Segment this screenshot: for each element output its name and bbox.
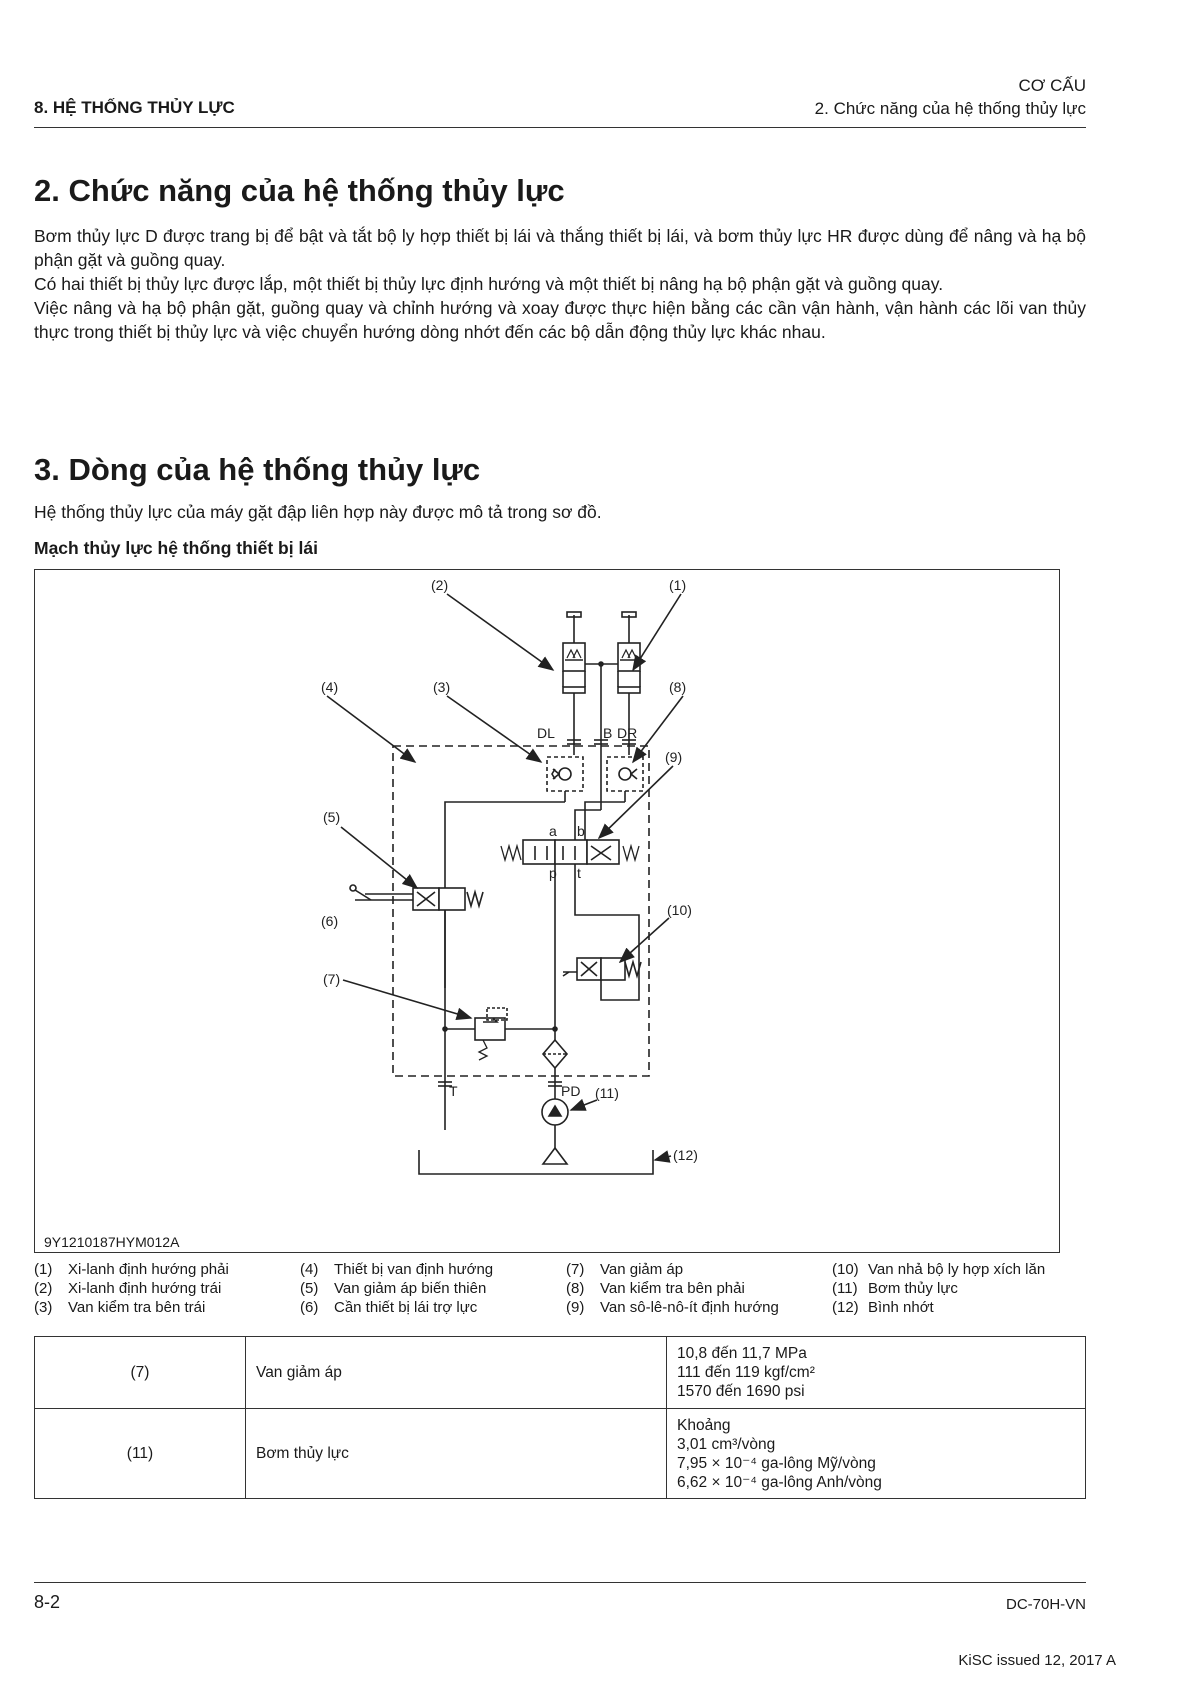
table-cell-ref: (11) [35,1409,246,1499]
callout-label: (4) [321,679,339,695]
legend-item: (7) Van giảm áp [566,1261,684,1278]
callout-label: (7) [323,971,341,987]
paragraph: Có hai thiết bị thủy lực được lắp, một thiết bị thủy lực định hướng và một thiết bị nâng hạ bộ phận gặt và guồng quay. [34,274,944,294]
callout-label: (5) [323,809,341,825]
callout-label: (9) [665,749,683,765]
table-row [35,1409,1086,1499]
legend-item: (9) Van sô-lê-nô-ít định hướng [566,1299,779,1316]
port-label: t [577,865,581,881]
relief-valve [475,1008,507,1060]
port-label: b [577,823,585,839]
legend-column [300,1260,493,1317]
table-cell-name: Bơm thủy lực [246,1409,667,1499]
callout-label: (2) [431,577,449,593]
callout-label: (1) [669,577,687,593]
port-label: DL [537,725,555,741]
callout-label: (10) [667,902,692,918]
paragraph: Bơm thủy lực D được trang bị để bật và tắt bộ ly hợp thiết bị lái và thắng thiết bị lái, và bơm thủy lực HR được dùng để nâng và hạ bộ phận gặt và guồng quay. [34,226,1086,270]
header-rule [34,127,1086,128]
paragraph: Việc nâng và hạ bộ phận gặt, guồng quay và chỉnh hướng và xoay được thực hiện bằng các cần vận hành, vận hành các lõi van thủy thực trong thiết bị thủy lực và việc chuyển hướng dòng nhớt đến các bộ dẫn động thủy lực khác nhau. [34,298,1086,342]
section-3-intro: Hệ thống thủy lực của máy gặt đập liên hợp này được mô tả trong sơ đồ. [34,502,602,522]
directional-solenoid-valve [501,840,639,864]
page-number: 8-2 [34,1592,61,1612]
header-section: 2. Chức năng của hệ thống thủy lực [814,99,1086,118]
hydraulic-circuit-svg [35,570,1059,1252]
diagram-subheading: Mạch thủy lực hệ thống thiết bị lái [34,538,318,558]
figure-code: 9Y1210187HYM012A [44,1234,180,1250]
table-cell-values: 10,8 đến 11,7 MPa 111 đến 119 kgf/cm² 1570 đến 1690 psi [667,1337,1086,1409]
oil-reservoir [419,1150,653,1174]
table-cell-name: Van giảm áp [246,1337,667,1409]
hydraulic-circuit-diagram [34,569,1060,1253]
legend-item: (3) Van kiểm tra bên trái [34,1299,206,1316]
callout-label: (11) [595,1085,619,1101]
legend-column [566,1260,779,1317]
legend-item: (8) Van kiểm tra bên phải [566,1280,745,1297]
legend-item: (5) Van giảm áp biến thiên [300,1280,487,1297]
callout-label: (8) [669,679,687,695]
port-label: DR [617,725,638,741]
legend-item: (2) Xi-lanh định hướng trái [34,1280,222,1297]
crawler-clutch-release-valve [563,958,641,980]
callout-label: (3) [433,679,451,695]
legend-item: (1) Xi-lanh định hướng phải [34,1261,229,1278]
footer-rule [34,1582,1086,1583]
header-right [815,74,1086,120]
table-cell-ref: (7) [35,1337,246,1409]
legend-column [832,1260,1045,1317]
table-row [35,1337,1086,1409]
legend-item: (11) Bơm thủy lực [832,1280,958,1297]
table-cell-values: Khoảng 3,01 cm³/vòng 7,95 × 10⁻⁴ ga-lông Mỹ/vòng 6,62 × 10⁻⁴ ga-lông Anh/vòng [667,1409,1086,1499]
left-steering-cylinder [563,612,585,693]
legend-column [34,1260,229,1317]
chapter-title: 8. HỆ THỐNG THỦY LỰC [34,98,235,117]
document-code: DC-70H-VN [1005,1596,1086,1613]
spec-table [34,1336,1086,1499]
legend-item: (10) Van nhả bộ ly hợp xích lăn [832,1261,1046,1278]
variable-relief-valve [413,888,483,910]
valve-unit-dashed-box [393,746,649,1076]
port-label: B [603,725,613,741]
issue-stamp: KiSC issued 12, 2017 A [958,1652,1116,1669]
port-label: PD [561,1083,581,1099]
port-label: p [549,865,557,881]
port-label: a [549,823,557,839]
section-2-title: 2. Chức năng của hệ thống thủy lực [34,173,565,208]
callout-label: (6) [321,913,339,929]
section-3-title: 3. Dòng của hệ thống thủy lực [34,452,481,487]
legend-item: (4) Thiết bị van định hướng [300,1261,494,1278]
callout-label: (12) [673,1147,698,1163]
section-2-body [34,224,1086,344]
legend-item: (12) Bình nhớt [832,1299,934,1316]
port-label: T [449,1083,458,1099]
header-category: CƠ CẤU [1018,76,1086,95]
right-steering-cylinder [618,612,640,693]
legend-item: (6) Cần thiết bị lái trợ lực [300,1299,478,1316]
